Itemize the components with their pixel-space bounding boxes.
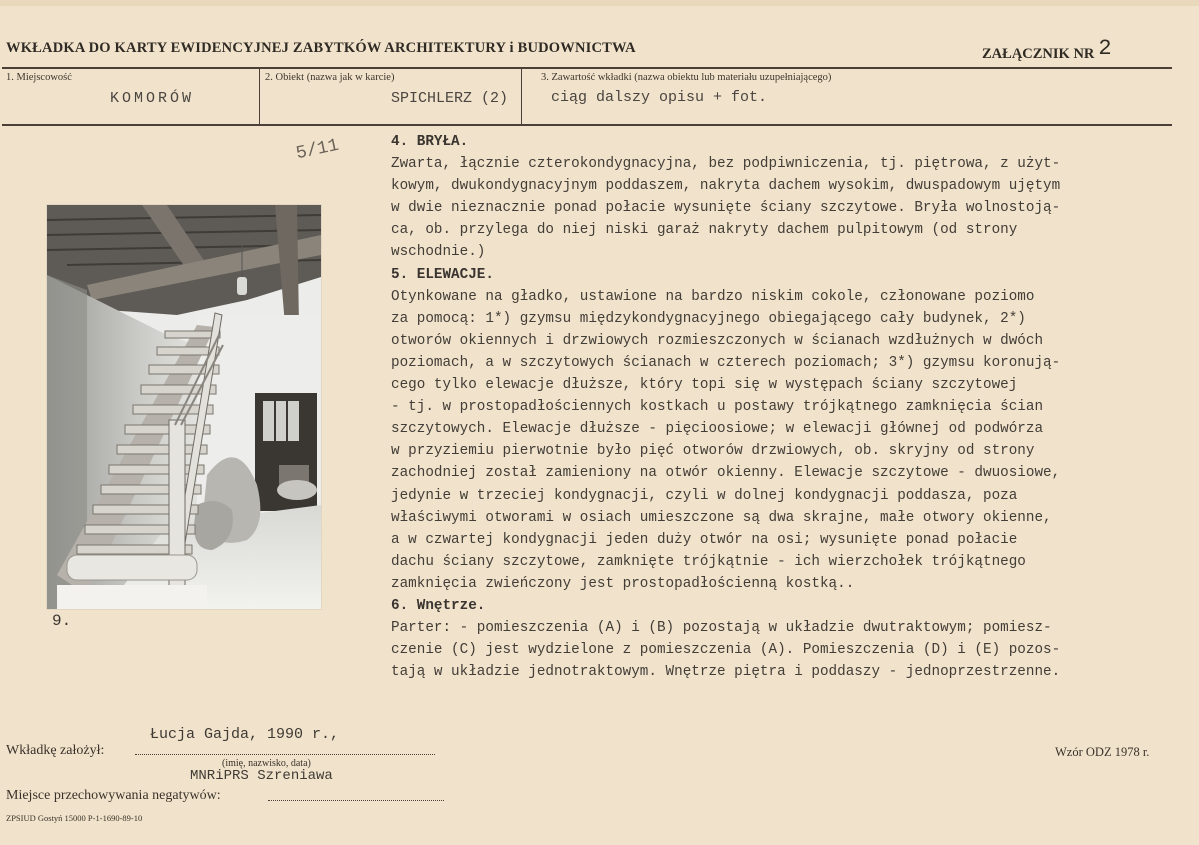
header-rule bbox=[2, 67, 1172, 69]
text-line: ca, ob. przylega do niej niski garaż nakryty dachem pulpitowym (od strony bbox=[391, 222, 1018, 239]
form-title: WKŁADKA DO KARTY EWIDENCYJNEJ ZABYTKÓW ARCHITEKTURY i BUDOWNICTWA bbox=[6, 40, 636, 56]
object-value: SPICHLERZ (2) bbox=[391, 90, 509, 107]
text-line: tają w układzie jednotraktowym. Wnętrze piętra i poddaszy - jednoprzestrzenne. bbox=[391, 664, 1061, 681]
text-line: zachodniej został zamieniony na otwór okienny. Elewacje szczytowe - dwuosiowe, bbox=[391, 465, 1061, 482]
author-signature: Łucja Gajda, 1990 r., bbox=[150, 726, 340, 743]
text-line: szczytowych. Elewacje dłuższe - pięcioosiowe; w elewacji głównej od podwórza bbox=[391, 421, 1044, 438]
section-heading: 5. ELEWACJE. bbox=[391, 266, 494, 283]
text-line: - tj. w prostopadłościennych kostkach u postawy trójkątnego zamknięcia ścian bbox=[391, 399, 1044, 416]
text-line: a w czwartej kondygnacji jeden duży otwór na osi; wysunięte ponad połacie bbox=[391, 531, 1018, 548]
section-heading: 6. Wnętrze. bbox=[391, 597, 486, 614]
text-line: dachu ściany szczytowe, zamknięte trójkątnie - ich wierzchołek trójkątnego bbox=[391, 553, 1026, 570]
text-line: Otynkowane na gładko, ustawione na bardzo niskim cokole, członowane poziomo bbox=[391, 288, 1035, 305]
text-line: Parter: - pomieszczenia (A) i (B) pozostają w układzie dwutraktowym; pomiesz- bbox=[391, 620, 1052, 637]
text-line: czenie (C) jest wydzielone z pomieszczenia (A). Pomieszczenia (D) i (E) pozos- bbox=[391, 642, 1061, 659]
text-line: kowym, dwukondygnacyjnym poddaszem, nakryta dachem wysokim, dwuspadowym ujętym bbox=[391, 178, 1061, 195]
object-label: 2. Obiekt (nazwa jak w karcie) bbox=[265, 72, 395, 83]
text-line: jedynie w trzeciej kondygnacji, czyli w dolnej kondygnacji poddasza, poza bbox=[391, 487, 1018, 504]
fields-bottom-rule bbox=[2, 124, 1172, 126]
field-divider-1 bbox=[259, 68, 260, 124]
text-line: wschodnie.) bbox=[391, 244, 486, 261]
staircase-photo bbox=[47, 205, 321, 609]
staircase-photo-image bbox=[47, 205, 321, 609]
text-line: w dwie nieznacznie ponad połacie wysunięte ściany szczytowe. Bryła wolnostoją- bbox=[391, 200, 1061, 217]
text-line: Zwarta, łącznie czterokondygnacyjna, bez podpiwniczenia, tj. piętrowa, z użyt- bbox=[391, 156, 1061, 173]
locality-value: KOMORÓW bbox=[110, 90, 195, 107]
negatives-line bbox=[268, 800, 444, 801]
negatives-label: Miejsce przechowywania negatywów: bbox=[6, 788, 221, 803]
photo-number: 9. bbox=[52, 612, 72, 630]
form-code: Wzór ODZ 1978 r. bbox=[1055, 745, 1150, 759]
print-info: ZPSIUD Gostyń 15000 P-1-1690-89-10 bbox=[6, 813, 143, 823]
storage-place: MNRiPRS Szreniawa bbox=[190, 768, 333, 784]
field-divider-2 bbox=[521, 68, 522, 124]
description-text bbox=[391, 131, 1199, 683]
card-edge bbox=[0, 0, 1199, 6]
text-line: poziomach, a w szczytowych ścianach w czterech poziomach; 3*) gzymsu koronują- bbox=[391, 354, 1061, 371]
attachment-label: ZAŁĄCZNIK NR bbox=[982, 46, 1095, 62]
text-line: właściwymi otworami w osiach umieszczone są dwa skrajne, małe otwory okienne, bbox=[391, 509, 1052, 526]
section-heading: 4. BRYŁA. bbox=[391, 134, 469, 150]
text-line: otworów okiennych i drzwiowych rozmieszczonych w ścianach wzdłużnych w dwóch bbox=[391, 332, 1044, 349]
founder-sublabel: (imię, nazwisko, data) bbox=[222, 758, 311, 769]
contents-value: ciąg dalszy opisu + fot. bbox=[551, 89, 768, 106]
pencil-mark: 5/11 bbox=[294, 135, 341, 165]
text-line: zamknięcia zwieńczony jest prostopadłościenną kostką.. bbox=[391, 575, 855, 592]
founder-label: Wkładkę założył: bbox=[6, 743, 105, 758]
contents-label: 3. Zawartość wkładki (nazwa obiektu lub materiału uzupełniającego) bbox=[541, 72, 832, 83]
founder-line bbox=[135, 754, 435, 755]
text-line: za pomocą: 1*) gzymsu międzykondygnacyjnego obiegającego cały budynek, 2*) bbox=[391, 310, 1026, 327]
attachment-number bbox=[982, 36, 1112, 65]
text-line: cego tylko elewacje dłuższe, który topi się w występach ściany szczytowej bbox=[391, 377, 1018, 394]
locality-label: 1. Miejscowość bbox=[6, 72, 72, 83]
text-line: w przyziemiu pierwotnie było pięć otworów drzwiowych, ob. skryjny od strony bbox=[391, 443, 1035, 460]
attachment-value: 2 bbox=[1098, 36, 1112, 61]
